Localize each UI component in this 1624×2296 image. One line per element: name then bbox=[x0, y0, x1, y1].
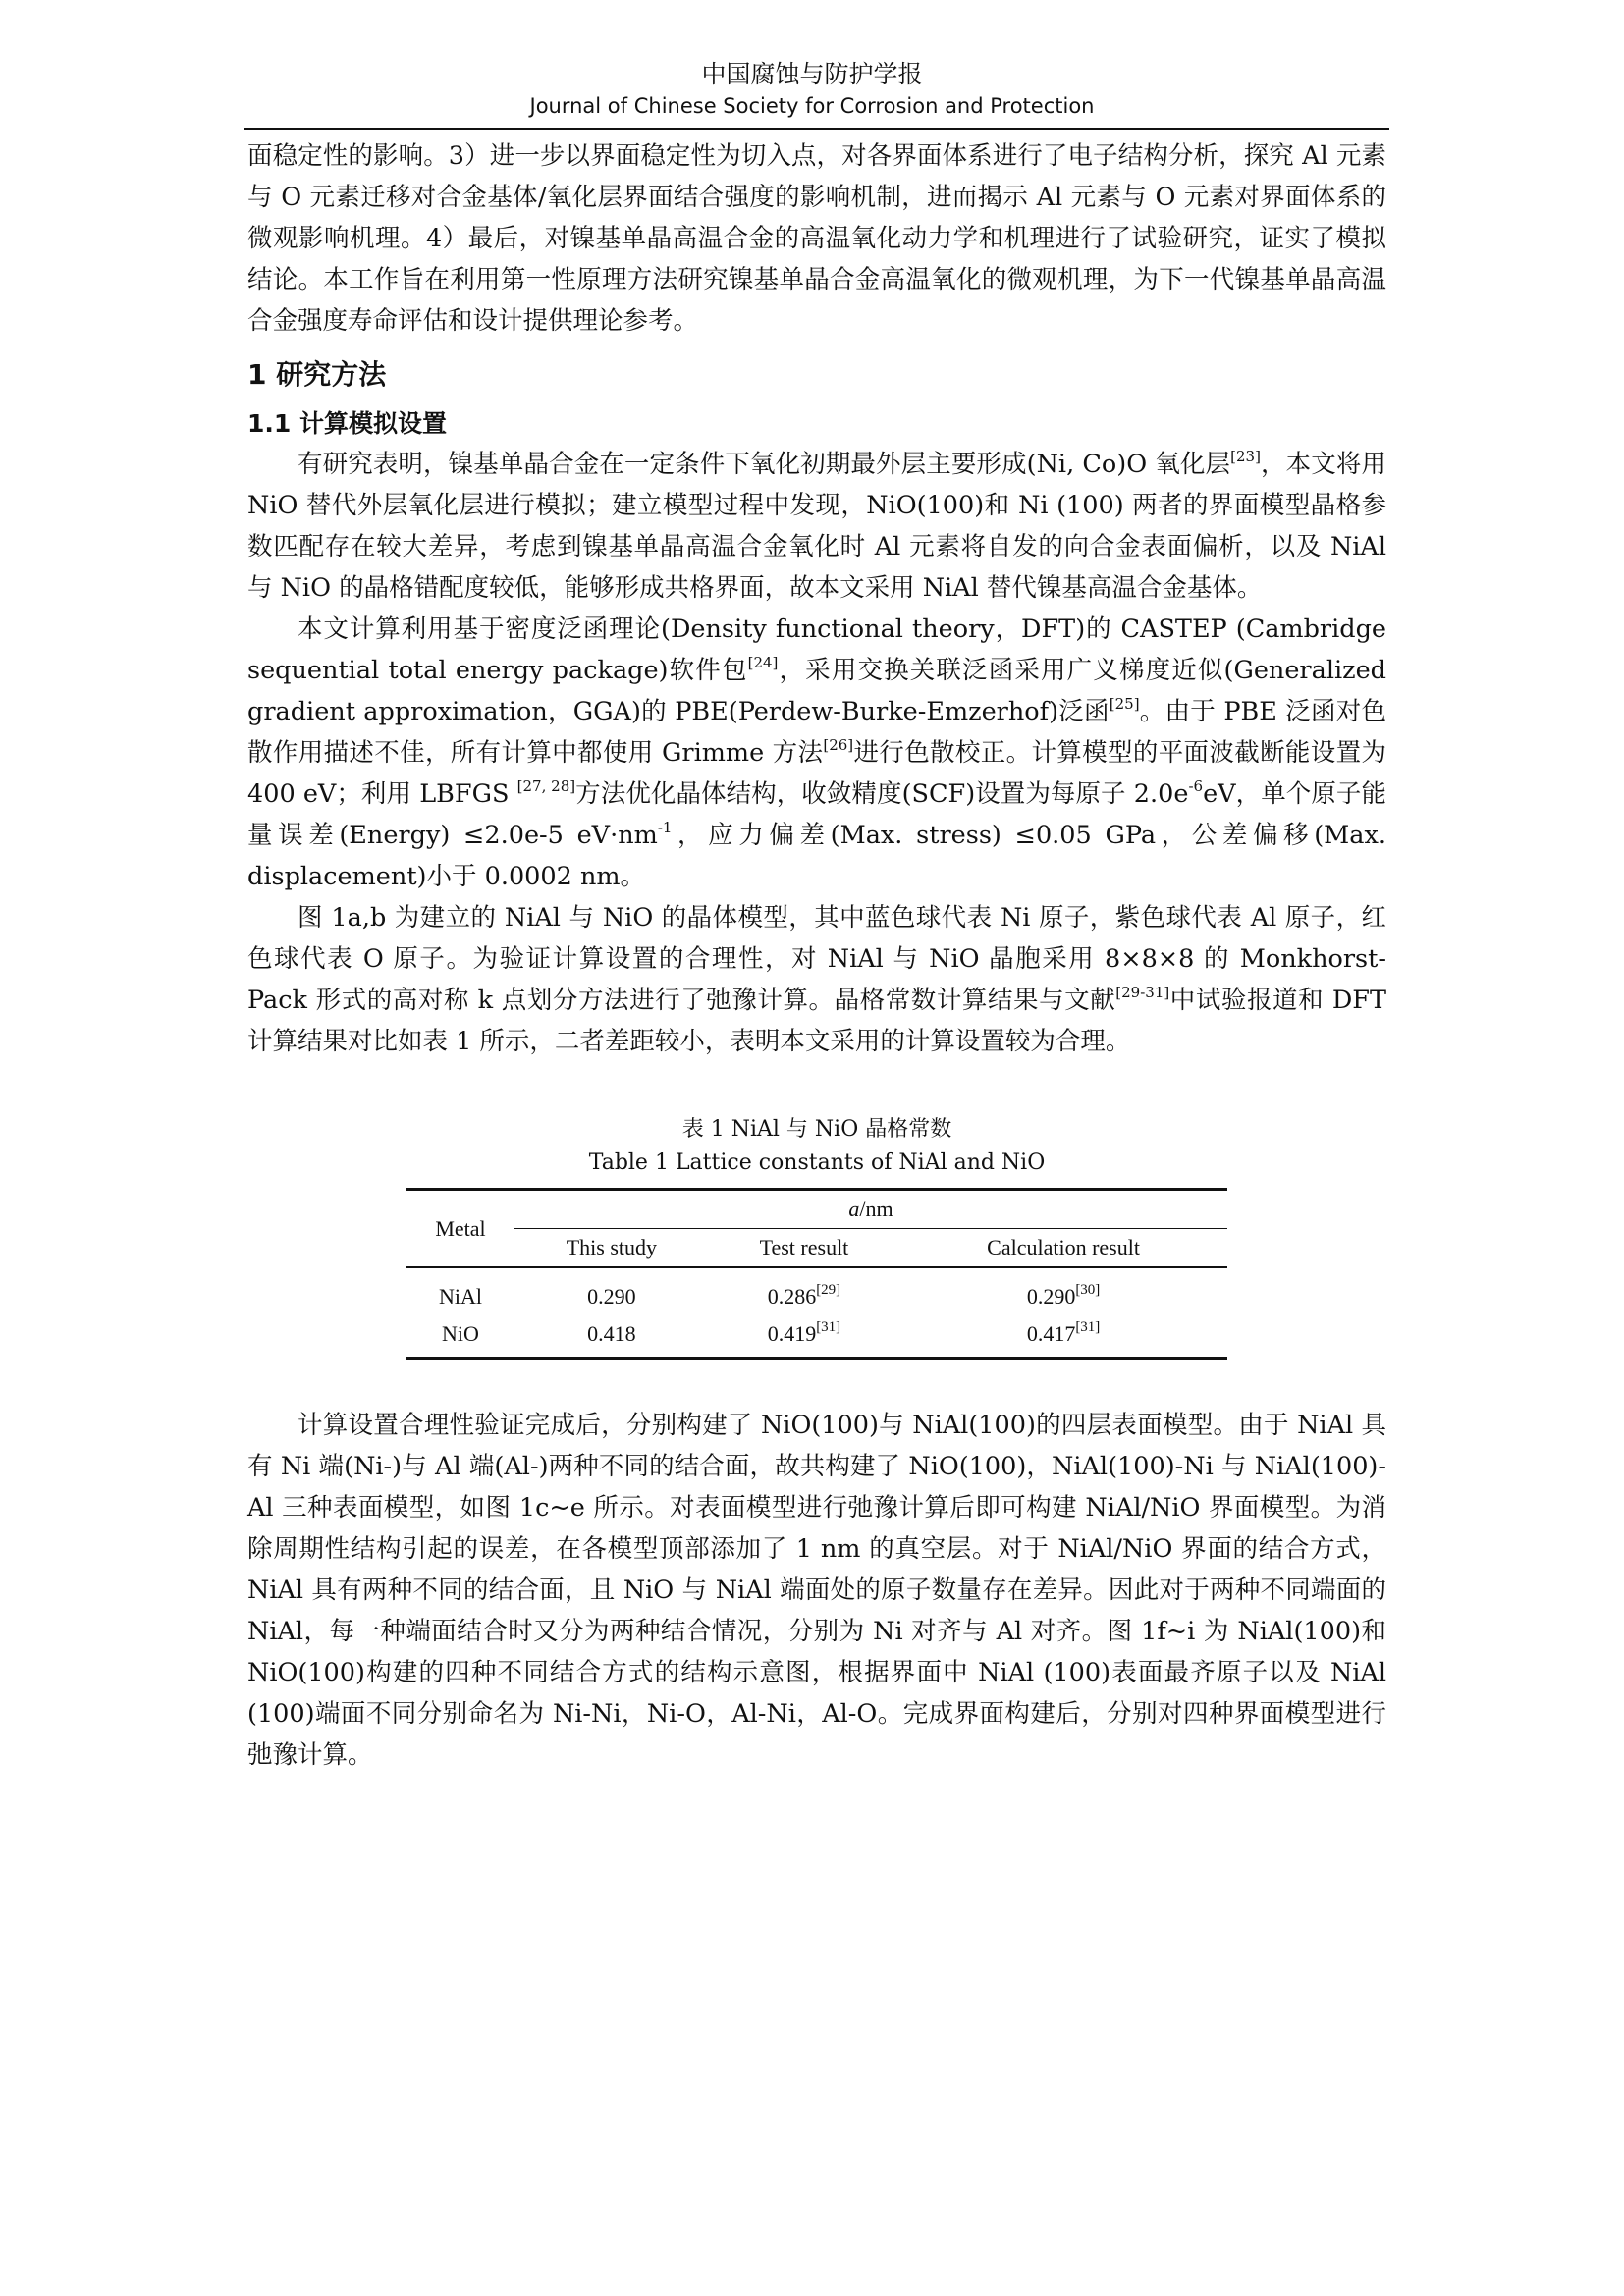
cell-test-result bbox=[709, 1267, 899, 1315]
cell-this-study: 0.418 bbox=[514, 1315, 709, 1359]
unit-nm: /nm bbox=[859, 1197, 893, 1221]
paragraph-crystal-models bbox=[247, 897, 1386, 1062]
text-run: 进行色散校正。计算模型的平面波截断能设置为400 eV；利用 LBFGS bbox=[247, 738, 1386, 809]
paragraph-intro-continued: 面稳定性的影响。3）进一步以界面稳定性为切入点，对各界面体系进行了电子结构分析，探究 Al 元素与 O 元素迁移对合金基体/氧化层界面结合强度的影响机制，进而揭示 Al 元素与 O 元素对界面体系的微观影响机理。4）最后，对镍基单晶高温合金的高温氧化动力学和机理进行了试验研究，证实了模拟结论。本工作旨在利用第一性原理方法研究镍基单晶合金高温氧化的微观机理，为下一代镍基单晶高温合金强度寿命评估和设计提供理论参考。 bbox=[247, 141, 1386, 336]
paragraph-interface-models: 计算设置合理性验证完成后，分别构建了 NiO(100)与 NiAl(100)的四层表面模型。由于 NiAl 具有 Ni 端(Ni-)与 Al 端(Al-)两种不同的结合面，故共构建了 NiO(100)，NiAl(100)-Ni 与 NiAl(100)-Al 三种表面模型，如图 1c~e 所示。对表面模型进行弛豫计算后即可构建 NiAl/NiO 界面模型。为消除周期性结构引起的误差，在各模型顶部添加了 1 nm 的真空层。对于 NiAl/NiO 界面的结合方式，NiAl 具有两种不同的结合面，且 NiO 与 NiAl 端面处的原子数量存在差异。因此对于两种不同端面的 NiAl，每一种端面结合时又分为两种结合情况，分别为 Ni 对齐与 Al 对齐。图 1f~i 为 NiAl(100)和 NiO(100)构建的四种不同结合方式的结构示意图，根据界面中 NiAl (100)表面最齐原子以及 NiAl (100)端面不同分别命名为 Ni-Ni，Ni-O，Al-Ni，Al-O。完成界面构建后，分别对四种界面模型进行弛豫计算。 bbox=[247, 1411, 1386, 1770]
text-run: 中试验报道和 DFT 计算结果对比如表 1 所示，二者差距较小，表明本文采用的计算设置较为合理。 bbox=[247, 986, 1386, 1056]
exponent: -1 bbox=[657, 818, 673, 836]
cell-this-study: 0.290 bbox=[587, 1284, 636, 1308]
citation: [26] bbox=[823, 735, 854, 754]
header-divider bbox=[244, 128, 1389, 130]
article-body bbox=[247, 135, 1386, 1776]
table-row bbox=[406, 1315, 1227, 1359]
table-1-block bbox=[247, 1113, 1386, 1360]
table-row bbox=[406, 1267, 1227, 1315]
column-header-metal: Metal bbox=[406, 1190, 514, 1268]
column-header-calculation-result: Calculation result bbox=[899, 1229, 1227, 1268]
exponent: -6 bbox=[1188, 776, 1204, 795]
table-caption-en: Table 1 Lattice constants of NiAl and NiO bbox=[588, 1150, 1046, 1175]
value: 0.290 bbox=[1026, 1284, 1076, 1308]
journal-title-cn: 中国腐蚀与防护学报 bbox=[701, 60, 923, 88]
subsection-heading-simulation-settings: 1.1 计算模拟设置 bbox=[247, 409, 447, 438]
text-run: 本文计算利用基于密度泛函理论(Density functional theory，DFT)的 CASTEP (Cambridge sequential total energy package)软件包 bbox=[247, 614, 1386, 685]
citation: [29-31] bbox=[1115, 983, 1170, 1001]
citation: [24] bbox=[747, 653, 779, 671]
value: 0.417 bbox=[1026, 1321, 1076, 1346]
citation: [31] bbox=[816, 1318, 841, 1335]
text-run: 图 1a,b 为建立的 NiAl 与 NiO 的晶体模型，其中蓝色球代表 Ni 原子，紫色球代表 Al 原子，红色球代表 O 原子。为验证计算设置的合理性，对 NiAl 与 NiO 晶胞采用 8×8×8 的 Monkhorst-Pack 形式的高对称 k 点划分方法进行了弛豫计算。晶格常数计算结果与文献 bbox=[247, 903, 1386, 1015]
lattice-constants-table bbox=[406, 1188, 1227, 1360]
citation: [23] bbox=[1230, 447, 1261, 465]
value: 0.286 bbox=[767, 1284, 817, 1308]
citation: [31] bbox=[1075, 1318, 1101, 1335]
text-run: ，本文将用 NiO 替代外层氧化层进行模拟；建立模型过程中发现，NiO(100)和 Ni (100) 两者的界面模型晶格参数匹配存在较大差异，考虑到镍基单晶高温合金氧化时 Al 元素将自发的向合金表面偏析，以及 NiAl 与 NiO 的晶格错配度较低，能够形成共格界面，故本文采用 NiAl 替代镍基高温合金基体。 bbox=[247, 450, 1386, 603]
section-heading-methods: 1 研究方法 bbox=[247, 358, 387, 391]
column-header-test-result: Test result bbox=[709, 1229, 899, 1268]
text-run: eV，单个原子能量误差(Energy) ≤2.0e-5 eV·nm bbox=[247, 779, 1386, 850]
text-run: 。由于 PBE 泛函对色散作用描述不佳，所有计算中都使用 Grimme 方法 bbox=[247, 697, 1386, 768]
cell-calculation-result bbox=[899, 1267, 1227, 1315]
text-run: 方法优化晶体结构，收敛精度(SCF)设置为每原子 2.0e bbox=[575, 779, 1189, 809]
paragraph-dft-settings bbox=[247, 609, 1386, 897]
journal-title-en: Journal of Chinese Society for Corrosion and Protection bbox=[529, 94, 1095, 118]
text-run: 有研究表明，镍基单晶合金在一定条件下氧化初期最外层主要形成(Ni, Co)O 氧化层 bbox=[298, 450, 1231, 479]
running-header bbox=[0, 57, 1624, 120]
citation: [25] bbox=[1109, 694, 1140, 713]
cell-metal: NiAl bbox=[438, 1284, 482, 1308]
text-run: ，应力偏差(Max. stress) ≤0.05 GPa，公差偏移(Max. displacement)小于 0.0002 nm。 bbox=[247, 821, 1386, 891]
column-header-lattice-constant bbox=[514, 1190, 1227, 1229]
citation: [29] bbox=[816, 1281, 841, 1298]
citation: [30] bbox=[1075, 1281, 1101, 1298]
table-caption-cn: 表 1 NiAl 与 NiO 晶格常数 bbox=[681, 1117, 952, 1142]
value: 0.419 bbox=[767, 1321, 817, 1346]
cell-calculation-result bbox=[899, 1315, 1227, 1359]
cell-test-result bbox=[709, 1315, 899, 1359]
symbol-a: a bbox=[848, 1197, 860, 1221]
citation: [27, 28] bbox=[516, 776, 576, 795]
text-run: ，采用交换关联泛函采用广义梯度近似(Generalized gradient approximation，GGA)的 PBE(Perdew-Burke-Emzerhof)泛函 bbox=[247, 656, 1386, 726]
column-header-this-study: This study bbox=[514, 1229, 709, 1268]
paragraph-model-choice bbox=[247, 444, 1386, 609]
cell-metal: NiO bbox=[406, 1315, 514, 1359]
